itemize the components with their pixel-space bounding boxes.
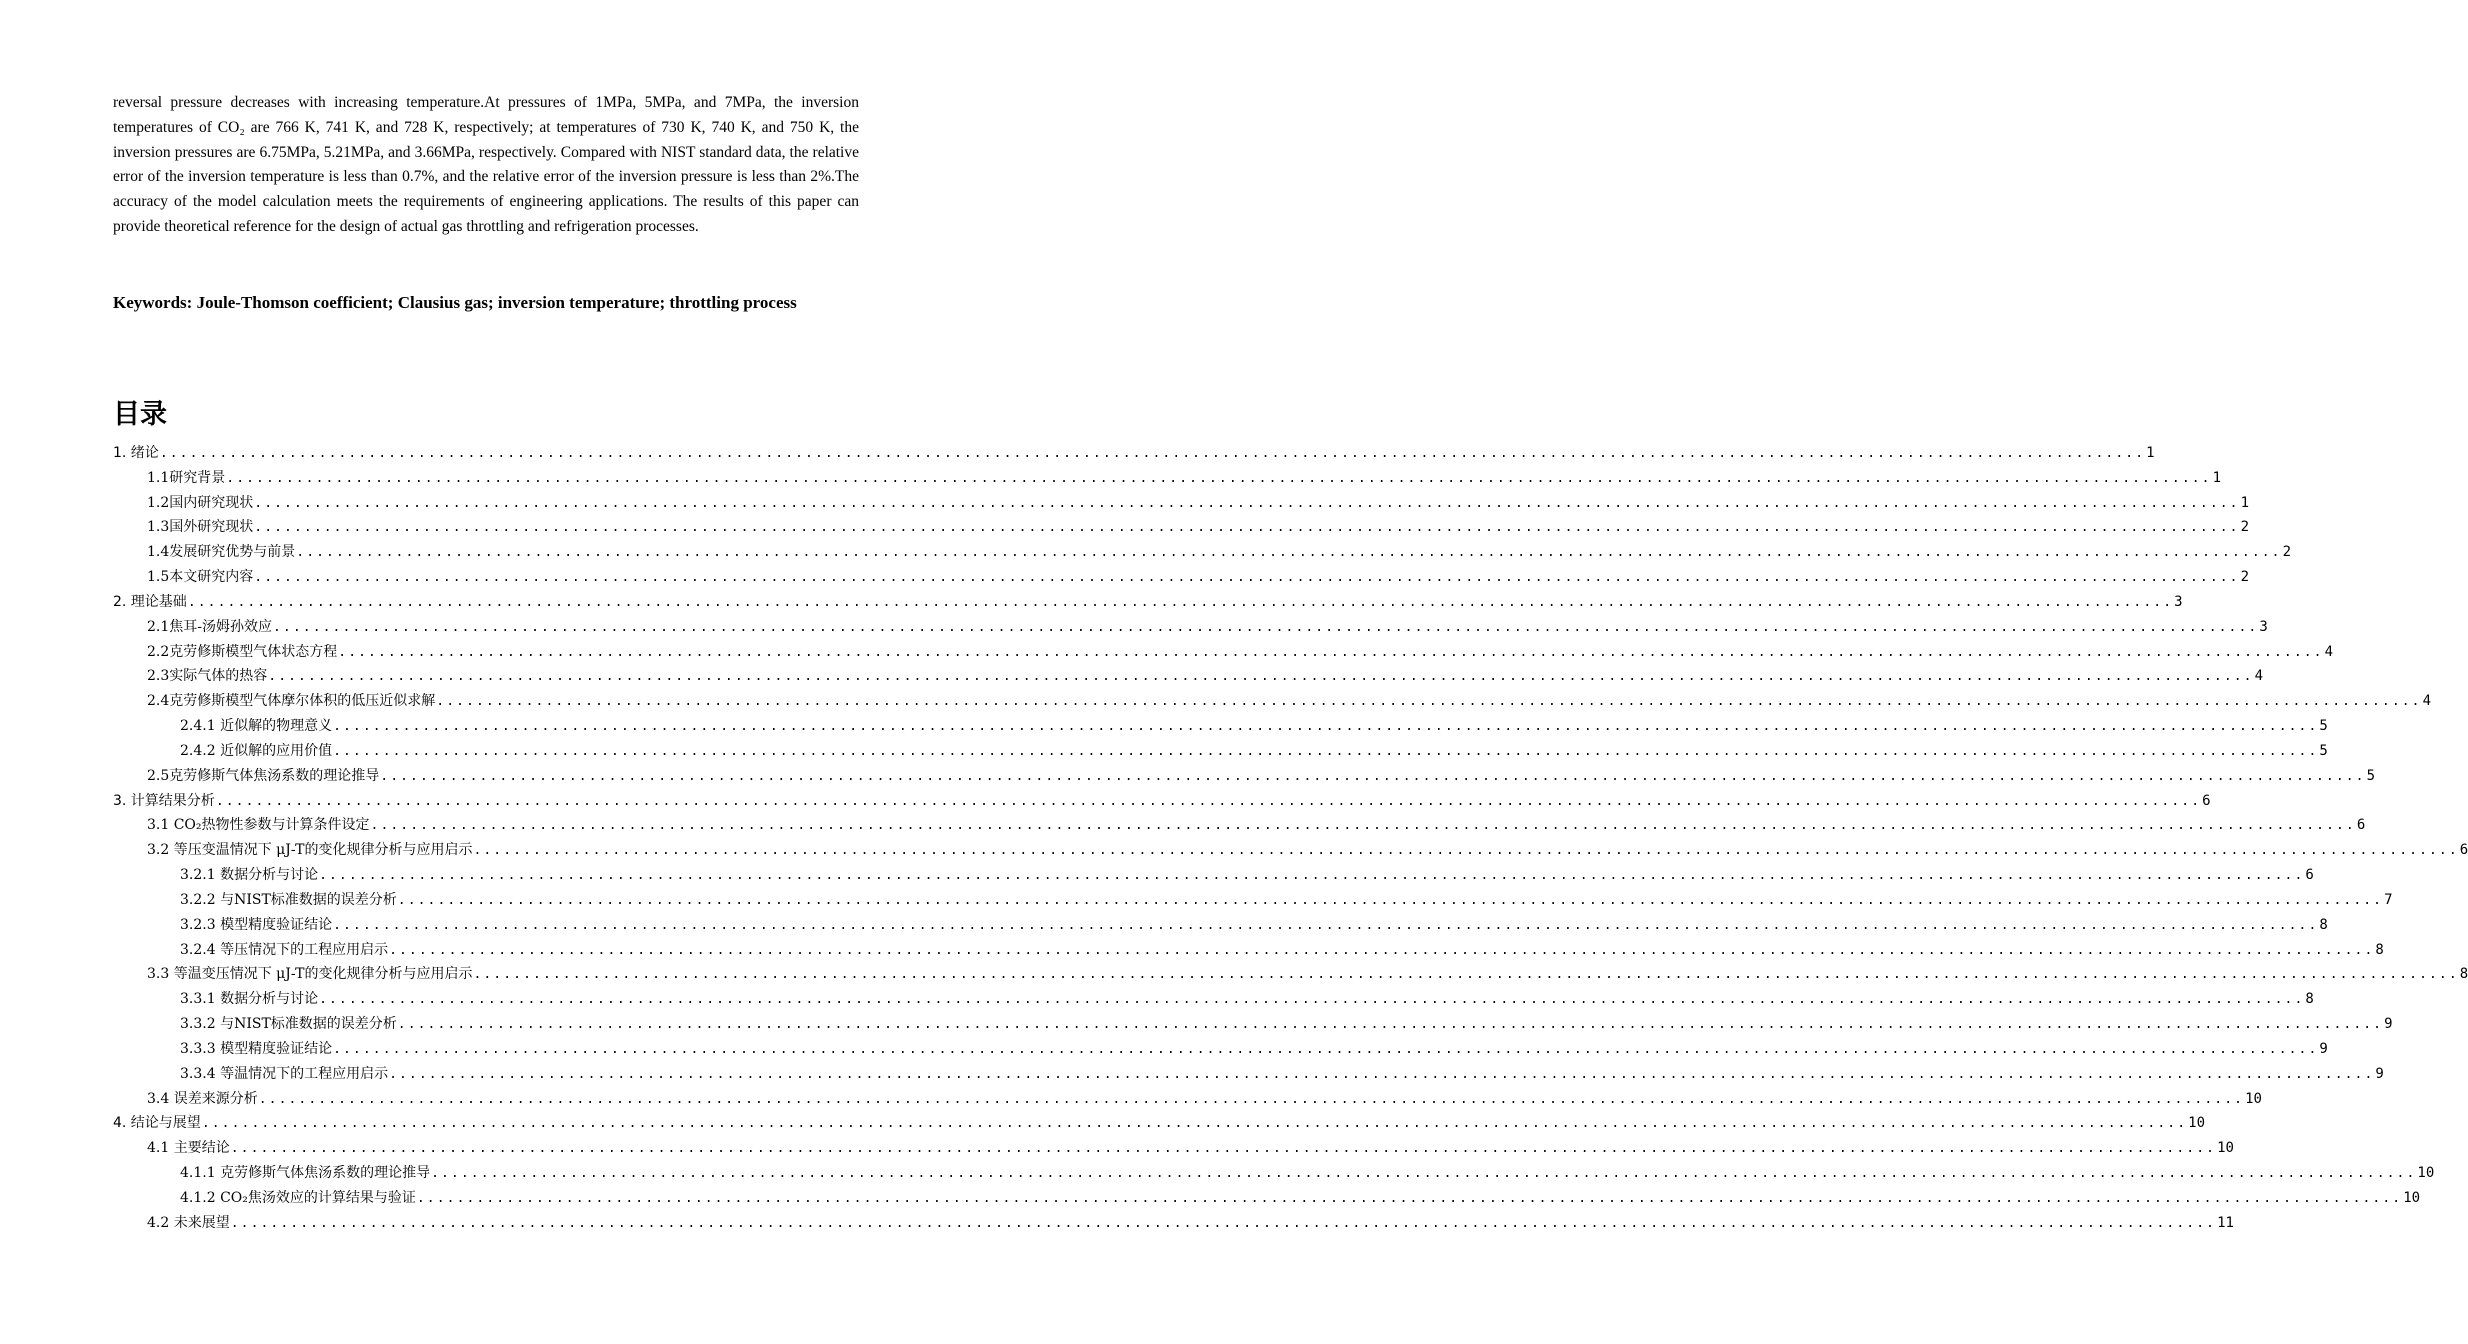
toc-entry-title: 1.1研究背景: [147, 469, 226, 486]
toc-entry-page: 8: [2305, 991, 2314, 1008]
toc-entry[interactable]: [113, 441, 2155, 466]
toc-leader-dots: ........................................................................................................................................................................................................: [230, 1141, 2217, 1157]
toc-leader-dots: ........................................................................................................................................................................................................: [319, 868, 2305, 884]
toc-entry-page: 6: [2356, 817, 2366, 834]
toc-leader-dots: ........................................................................................................................................................................................................: [319, 992, 2305, 1008]
toc-entry-title: 3.3.1 数据分析与讨论: [180, 991, 319, 1008]
toc-entry[interactable]: [113, 640, 2334, 665]
toc-entry-page: 1: [2240, 494, 2250, 511]
toc-entry-title: 1.2国内研究现状: [147, 494, 254, 511]
toc-entry[interactable]: [113, 1136, 2234, 1161]
toc-leader-dots: ........................................................................................................................................................................................................: [226, 470, 2212, 486]
toc-entry[interactable]: [113, 888, 2393, 913]
toc-leader-dots: ........................................................................................................................................................................................................: [370, 818, 2356, 834]
toc-leader-dots: ........................................................................................................................................................................................................: [215, 793, 2202, 809]
toc-entry-title: 1. 绪论: [113, 445, 159, 461]
toc-leader-dots: ........................................................................................................................................................................................................: [187, 594, 2174, 610]
toc-entry-title: 3.2.2 与NIST标准数据的误差分析: [180, 891, 397, 908]
toc-entry-title: 4.1.2 CO₂焦汤效应的计算结果与验证: [180, 1189, 416, 1206]
keywords-paragraph: Keywords: Joule-Thomson coefficient; Clausius gas; inversion temperature; throttling process: [113, 293, 797, 312]
toc-entry-title: 3.3 等温变压情况下 μJ-T的变化规律分析与应用启示: [147, 966, 473, 983]
toc-entry-page: 2: [2240, 519, 2250, 536]
toc-entry-page: 6: [2305, 867, 2314, 884]
toc-leader-dots: ........................................................................................................................................................................................................: [397, 1017, 2384, 1033]
toc-entry-title: 2.3实际气体的热容: [147, 668, 268, 685]
toc-entry[interactable]: [113, 739, 2328, 764]
toc-entry-page: 8: [2459, 966, 2468, 983]
toc-entry-page: 10: [2245, 1090, 2262, 1107]
toc-entry-title: 3.2.4 等压情况下的工程应用启示: [180, 941, 389, 958]
toc-leader-dots: ........................................................................................................................................................................................................: [389, 942, 2375, 958]
toc-entry[interactable]: [113, 565, 2250, 590]
toc-entry-page: 9: [2375, 1065, 2384, 1082]
toc-entry[interactable]: [113, 1037, 2328, 1062]
toc-entry-page: 3: [2259, 618, 2268, 635]
toc-entry[interactable]: [113, 664, 2264, 689]
toc-entry[interactable]: [113, 913, 2328, 938]
toc-entry-page: 1: [2212, 469, 2222, 486]
toc-entry-page: 5: [2366, 767, 2376, 784]
toc-entry[interactable]: [113, 789, 2211, 814]
toc-entry-title: 3.4 误差来源分析: [147, 1090, 258, 1107]
toc-entry[interactable]: [113, 813, 2366, 838]
toc-entry-title: 2. 理论基础: [113, 593, 187, 610]
toc-entry[interactable]: [113, 962, 2468, 987]
toc-entry-title: 3.2.3 模型精度验证结论: [180, 916, 333, 933]
toc-entry-title: 2.1焦耳-汤姆孙效应: [147, 618, 272, 635]
toc-entry-page: 9: [2319, 1040, 2328, 1057]
toc-leader-dots: ........................................................................................................................................................................................................: [268, 669, 2254, 685]
toc-leader-dots: ........................................................................................................................................................................................................: [389, 1066, 2375, 1082]
toc-entry[interactable]: [113, 689, 2432, 714]
toc-entry[interactable]: [113, 714, 2328, 739]
toc-entry-title: 1.5本文研究内容: [147, 569, 254, 586]
toc-leader-dots: ........................................................................................................................................................................................................: [201, 1116, 2188, 1132]
toc-leader-dots: ........................................................................................................................................................................................................: [159, 446, 2146, 461]
toc-entry[interactable]: [113, 1062, 2384, 1087]
toc-entry-page: 10: [2417, 1165, 2435, 1182]
toc-entry[interactable]: [113, 863, 2314, 888]
toc-entry-title: 2.2克劳修斯模型气体状态方程: [147, 643, 338, 660]
toc-entry-page: 1: [2146, 445, 2155, 461]
toc-entry-page: 4: [2422, 693, 2432, 710]
toc-entry-title: 4.1.1 克劳修斯气体焦汤系数的理论推导: [180, 1165, 431, 1182]
toc-entry[interactable]: [113, 615, 2268, 640]
toc-leader-dots: ........................................................................................................................................................................................................: [333, 743, 2319, 759]
toc-leader-dots: ........................................................................................................................................................................................................: [431, 1166, 2417, 1182]
toc-entry[interactable]: [113, 1111, 2206, 1136]
toc-leader-dots: ........................................................................................................................................................................................................: [254, 570, 2240, 586]
toc-leader-dots: ........................................................................................................................................................................................................: [258, 1091, 2245, 1107]
toc-entry-title: 3.2 等压变温情况下 μJ-T的变化规律分析与应用启示: [147, 842, 473, 859]
toc-leader-dots: ........................................................................................................................................................................................................: [254, 520, 2240, 536]
toc-entry-page: 7: [2384, 891, 2393, 908]
toc-entry-title: 3.3.4 等温情况下的工程应用启示: [180, 1065, 389, 1082]
toc-entry-page: 3: [2174, 593, 2183, 610]
toc-entry[interactable]: [113, 838, 2468, 863]
toc-entry-page: 5: [2319, 718, 2328, 735]
toc-entry-title: 3.1 CO₂热物性参数与计算条件设定: [147, 817, 370, 834]
toc-leader-dots: ........................................................................................................................................................................................................: [333, 719, 2319, 735]
toc-entry-page: 8: [2375, 941, 2384, 958]
toc-leader-dots: ........................................................................................................................................................................................................: [416, 1190, 2403, 1206]
toc-entry-page: 2: [2282, 544, 2292, 561]
toc-entry[interactable]: [113, 1012, 2393, 1037]
toc-entry-page: 9: [2384, 1016, 2393, 1033]
toc-entry-title: 3.3.3 模型精度验证结论: [180, 1040, 333, 1057]
toc-entry-page: 6: [2202, 792, 2211, 809]
toc-entry-page: 2: [2240, 569, 2250, 586]
toc-list: [113, 441, 2468, 1236]
toc-entry[interactable]: [113, 1087, 2262, 1112]
toc-leader-dots: ........................................................................................................................................................................................................: [380, 768, 2366, 784]
abstract-tail-paragraph: reversal pressure decreases with increasing temperature.At pressures of 1MPa, 5MPa, and 7MPa, the inversion temperatures of CO₂ are 766 K, 741 K, and 728 K, respectively; at temperatures of 730 K, 740 K, and 750 K, the inversion pressures are 6.75MPa, 5.21MPa, and 3.66MPa, respectively. Compared with NIST standard data, the relative error of the inversion temperature is less than 0.7%, and the relative error of the inversion pressure is less than 2%.The accuracy of the model calculation meets the requirements of engineering applications. The results of this paper can provide theoretical reference for the design of actual gas throttling and refrigeration processes.: [113, 94, 859, 235]
toc-entry-page: 8: [2319, 916, 2328, 933]
toc-leader-dots: ........................................................................................................................................................................................................: [473, 967, 2459, 983]
toc-entry-page: 10: [2188, 1115, 2206, 1132]
toc-entry-title: 3.2.1 数据分析与讨论: [180, 867, 319, 884]
toc-entry[interactable]: [113, 1161, 2435, 1186]
toc-entry-page: 4: [2324, 643, 2334, 660]
toc-entry-title: 2.4.2 近似解的应用价值: [180, 742, 333, 759]
toc-entry-title: 4.2 未来展望: [147, 1214, 230, 1231]
toc-entry[interactable]: [113, 1186, 2421, 1211]
toc-leader-dots: ........................................................................................................................................................................................................: [230, 1215, 2217, 1231]
toc-entry[interactable]: [113, 1211, 2234, 1236]
toc-entry[interactable]: [113, 987, 2314, 1012]
toc-entry-page: 6: [2459, 842, 2468, 859]
toc-entry-title: 3.3.2 与NIST标准数据的误差分析: [180, 1016, 397, 1033]
toc-entry[interactable]: [113, 540, 2292, 565]
toc-entry-title: 3. 计算结果分析: [113, 792, 215, 809]
toc-heading: 目录: [113, 399, 167, 430]
toc-entry-title: 4.1 主要结论: [147, 1140, 230, 1157]
toc-entry-page: 4: [2254, 668, 2264, 685]
toc-entry-title: 1.4发展研究优势与前景: [147, 544, 296, 561]
toc-entry-page: 10: [2403, 1189, 2421, 1206]
toc-entry[interactable]: [113, 764, 2376, 789]
toc-entry[interactable]: [113, 590, 2183, 615]
toc-leader-dots: ........................................................................................................................................................................................................: [296, 545, 2282, 561]
toc-leader-dots: ........................................................................................................................................................................................................: [273, 619, 2259, 635]
toc-entry[interactable]: [113, 938, 2384, 963]
toc-entry-page: 5: [2319, 742, 2328, 759]
toc-entry-title: 1.3国外研究现状: [147, 519, 254, 536]
toc-leader-dots: ........................................................................................................................................................................................................: [397, 892, 2384, 908]
toc-entry-title: 2.5克劳修斯气体焦汤系数的理论推导: [147, 767, 380, 784]
toc-leader-dots: ........................................................................................................................................................................................................: [333, 1041, 2319, 1057]
toc-leader-dots: ........................................................................................................................................................................................................: [338, 644, 2324, 660]
toc-leader-dots: ........................................................................................................................................................................................................: [254, 495, 2240, 511]
toc-entry[interactable]: [113, 491, 2250, 516]
toc-entry-title: 2.4.1 近似解的物理意义: [180, 718, 333, 735]
toc-leader-dots: ........................................................................................................................................................................................................: [333, 917, 2319, 933]
toc-entry[interactable]: [113, 515, 2250, 540]
toc-leader-dots: ........................................................................................................................................................................................................: [473, 843, 2459, 859]
toc-entry-page: 10: [2217, 1140, 2234, 1157]
toc-entry-page: 11: [2217, 1214, 2234, 1231]
toc-entry-title: 2.4克劳修斯模型气体摩尔体积的低压近似求解: [147, 693, 436, 710]
toc-leader-dots: ........................................................................................................................................................................................................: [436, 694, 2422, 710]
toc-entry-title: 4. 结论与展望: [113, 1115, 201, 1132]
toc-entry[interactable]: [113, 466, 2222, 491]
